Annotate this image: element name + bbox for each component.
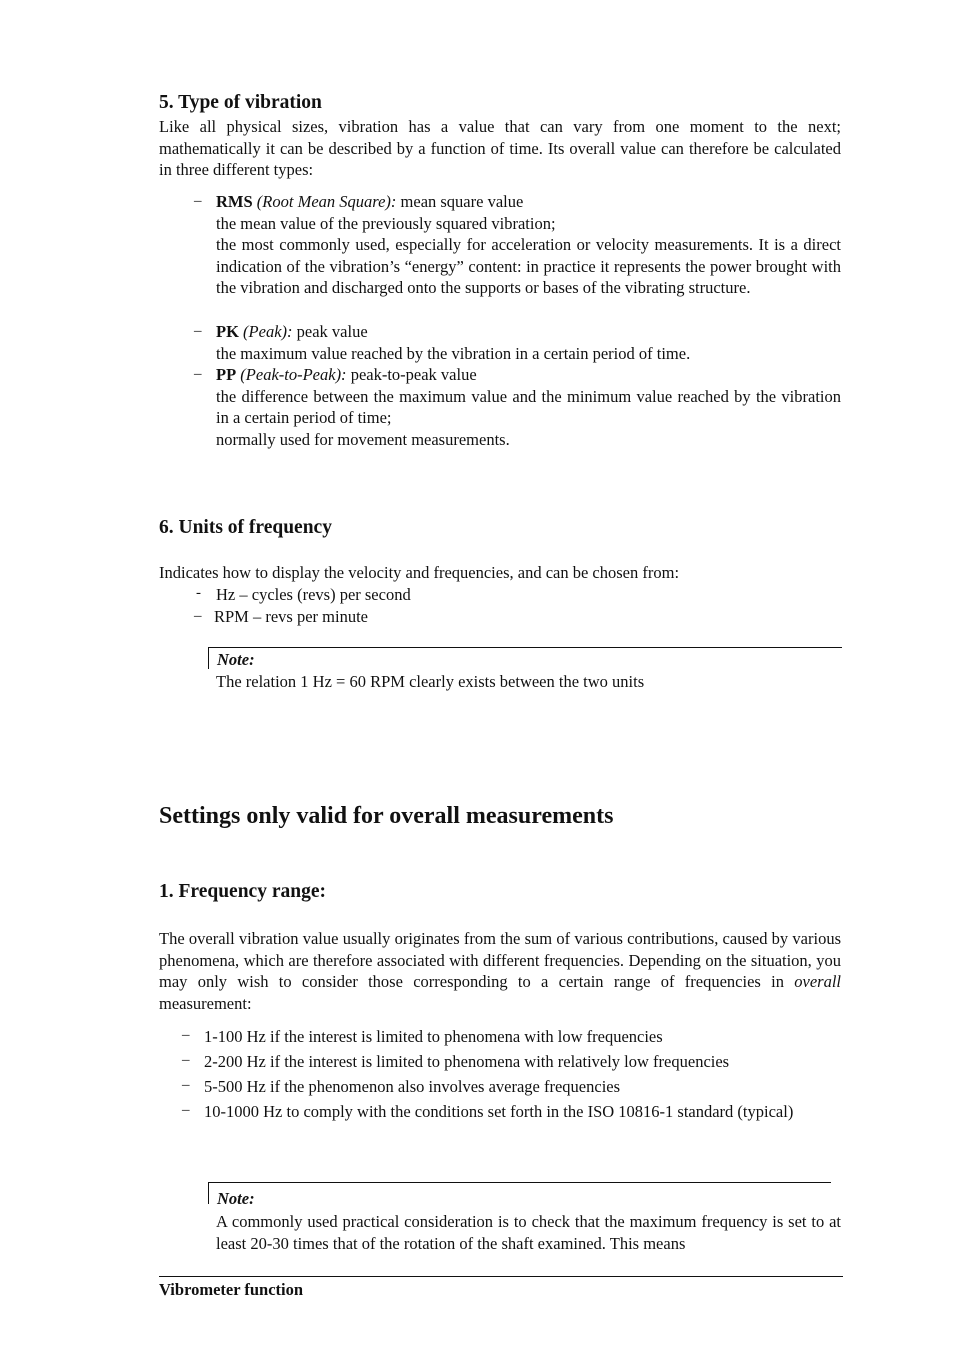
bullet-dash: – (194, 608, 202, 624)
bullet-dash: – (182, 1027, 190, 1043)
note-tick (208, 647, 209, 669)
rms-label: mean square value (396, 192, 524, 211)
list-item: Hz – cycles (revs) per second (216, 585, 411, 604)
frequency-range-intro (159, 928, 841, 1014)
note-rule (208, 1182, 831, 1183)
pk-full: (Peak): (243, 322, 293, 341)
note-title: Note: (217, 1189, 255, 1208)
pp-item (216, 364, 841, 450)
note-tick (208, 1182, 209, 1204)
bullet-dash: – (182, 1102, 190, 1118)
section-6-intro: Indicates how to display the velocity and frequencies, and can be chosen from: (159, 563, 680, 582)
footer-title: Vibrometer function (159, 1280, 304, 1299)
list-item: 1-100 Hz if the interest is limited to phenomena with low frequencies (204, 1027, 663, 1046)
list-item: 10-1000 Hz to comply with the conditions set forth in the ISO 10816-1 standard (typical) (204, 1102, 794, 1121)
rms-abbr: RMS (216, 192, 253, 211)
pp-desc2: normally used for movement measurements. (216, 429, 510, 449)
list-item: 2-200 Hz if the interest is limited to phenomena with relatively low frequencies (204, 1052, 730, 1071)
section-5-heading: 5. Type of vibration (159, 92, 322, 113)
pk-label: peak value (292, 322, 368, 341)
pk-desc1: the maximum value reached by the vibration in a certain period of time. (216, 343, 691, 363)
section-6-heading: 6. Units of frequency (159, 517, 332, 538)
pp-full: (Peak-to-Peak): (240, 365, 347, 384)
footer-rule (159, 1276, 843, 1277)
rms-item (216, 191, 841, 299)
rms-desc1: the mean value of the previously squared vibration; (216, 213, 556, 233)
pk-abbr: PK (216, 322, 239, 341)
note-rule (208, 647, 842, 648)
pp-abbr: PP (216, 365, 237, 384)
note-title: Note: (217, 650, 255, 669)
bullet-dash: – (194, 323, 202, 339)
note-text: The relation 1 Hz = 60 RPM clearly exists between the two units (216, 672, 645, 691)
bullet-dash: - (196, 585, 201, 601)
bullet-dash: – (194, 193, 202, 209)
intro-text-a: The overall vibration value usually originates from the sum of various contributions, caused by various phenomena, which are therefore associated with different frequencies. Depending on the situation, you may only wish to consider those corresponding to a certain range of frequencies in (159, 929, 841, 992)
intro-em: overall (794, 972, 841, 992)
rms-desc2: the most commonly used, especially for acceleration or velocity measurements. It is a direct indication of the vibration’s “energy” content: in practice it represents the power brought with the vibration and discharged onto the supports or bases of the vibrating structure. (216, 235, 841, 298)
note-text: A commonly used practical consideration is to check that the maximum frequency is set to at least 20-30 times that of the rotation of the shaft examined. This means (216, 1212, 841, 1253)
pk-item (216, 321, 841, 364)
intro-text-b: measurement: (159, 993, 252, 1013)
bullet-dash: – (194, 366, 202, 382)
frequency-range-heading: 1. Frequency range: (159, 881, 326, 902)
list-item: 5-500 Hz if the phenomenon also involves average frequencies (204, 1077, 621, 1096)
rms-full: (Root Mean Square): (256, 192, 397, 211)
bullet-dash: – (182, 1052, 190, 1068)
pp-label: peak-to-peak value (346, 365, 477, 384)
bullet-dash: – (182, 1077, 190, 1093)
overall-title: Settings only valid for overall measurements (159, 803, 614, 829)
list-item: RPM – revs per minute (214, 607, 368, 626)
section-5-intro: Like all physical sizes, vibration has a value that can vary from one moment to the next; mathematically it can be described by a function of time. Its overall value can therefore be calculated in three different types: (159, 117, 841, 180)
pp-desc1: the difference between the maximum value and the minimum value reached by the vibration in a certain period of time; (216, 386, 841, 428)
